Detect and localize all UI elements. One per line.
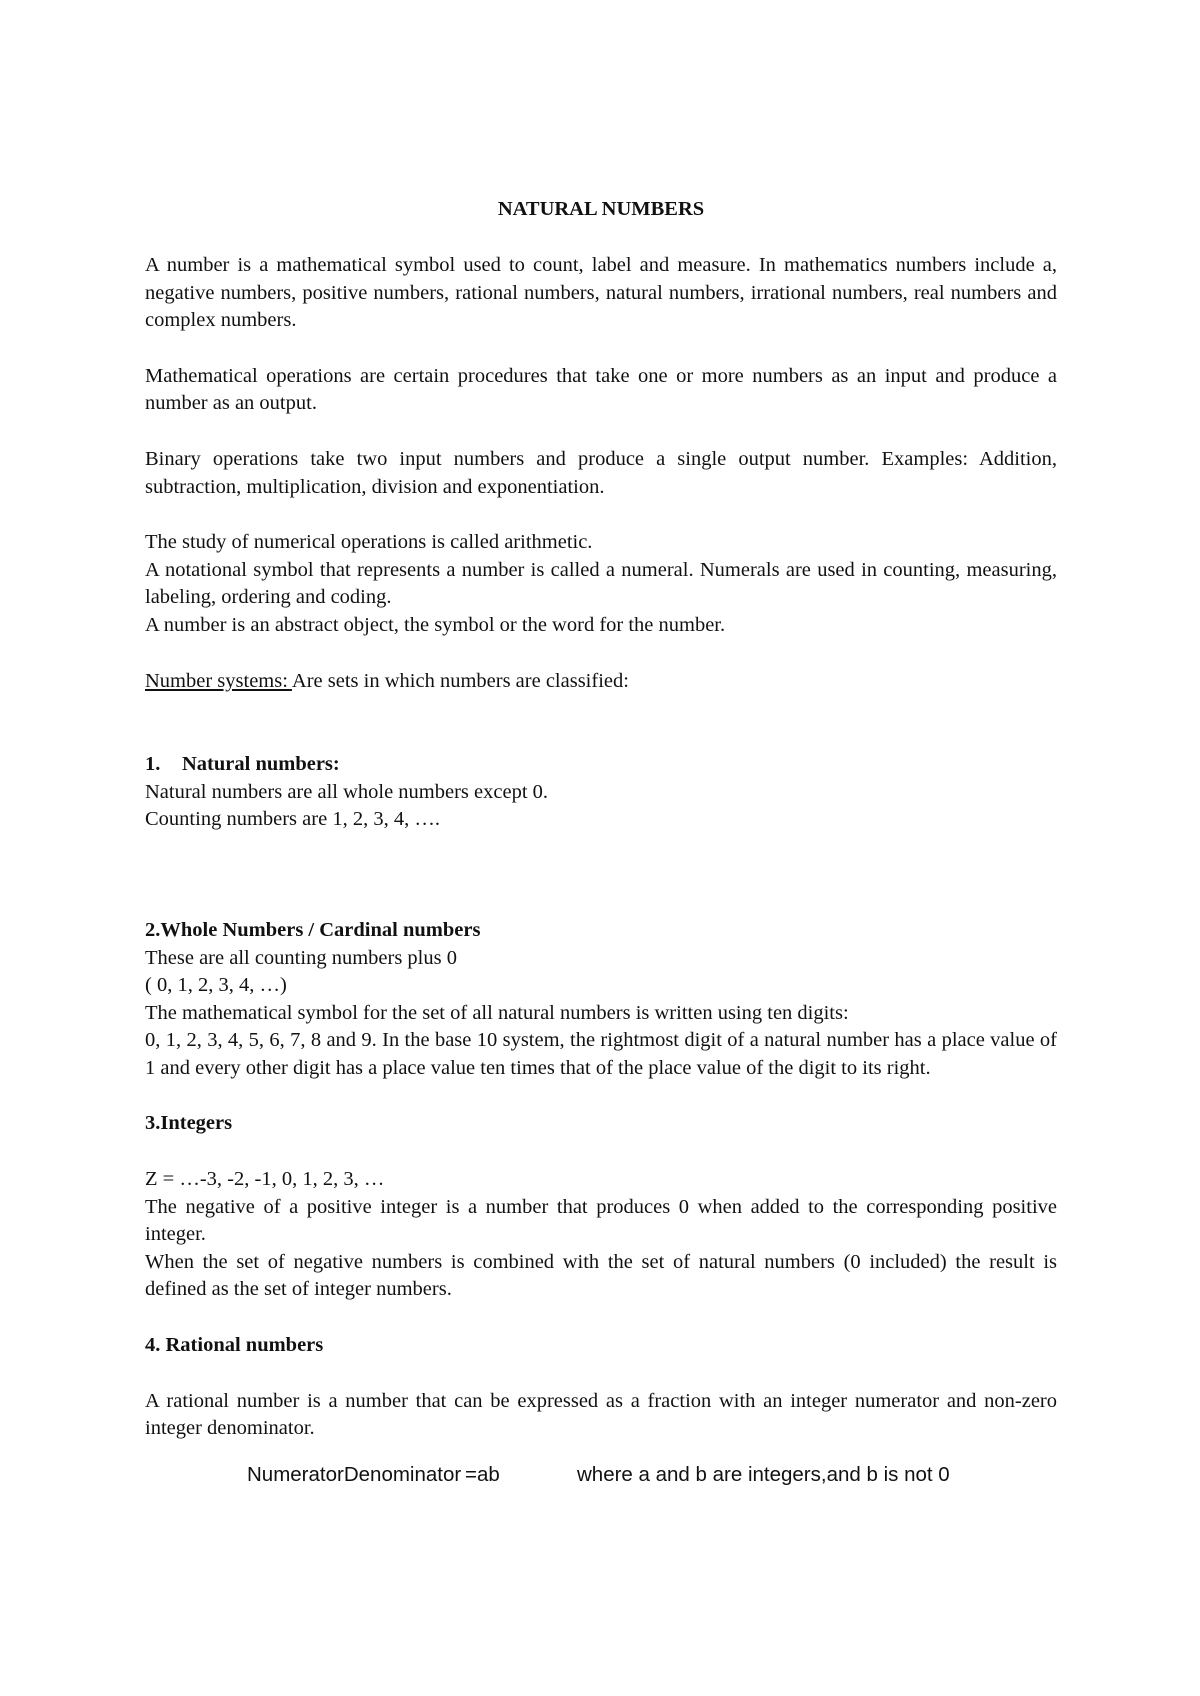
- natural-numbers-heading: [145, 751, 1057, 779]
- whole-numbers-symbol-line: The mathematical symbol for the set of all natural numbers is written using ten digits:: [145, 1001, 849, 1024]
- intro-paragraph-numeral: A notational symbol that represents a number is called a numeral. Numerals are used in counting, measuring, labeling, ordering and coding.: [145, 558, 1057, 609]
- natural-numbers-definition: Natural numbers are all whole numbers except 0.: [145, 780, 549, 803]
- whole-numbers-definition: These are all counting numbers plus 0: [145, 946, 457, 969]
- whole-numbers-heading: 2.Whole Numbers / Cardinal numbers: [145, 918, 481, 941]
- natural-numbers-heading-text: Natural numbers:: [182, 753, 340, 776]
- whole-numbers-set: ( 0, 1, 2, 3, 4, …): [145, 974, 287, 997]
- formula-condition: where a and b are integers,and b is not 0: [577, 1462, 950, 1486]
- counting-numbers-line: Counting numbers are 1, 2, 3, 4, ….: [145, 808, 440, 831]
- integers-combined-definition: When the set of negative numbers is combined with the set of natural numbers (0 included) the result is defined as the set of integer numbers.: [145, 1250, 1057, 1301]
- integers-heading: 3.Integers: [145, 1112, 233, 1135]
- intro-paragraph-binary-operations: Binary operations take two input numbers and produce a single output number. Examples: Addition, subtraction, multiplication, division and exponentiation.: [145, 447, 1057, 498]
- rational-numbers-definition: A rational number is a number that can be expressed as a fraction with an integer numerator and non-zero integer denominator.: [145, 1389, 1057, 1440]
- document-page: [145, 196, 1057, 1501]
- rational-numbers-heading: 4. Rational numbers: [145, 1334, 324, 1357]
- whole-numbers-place-value: 0, 1, 2, 3, 4, 5, 6, 7, 8 and 9. In the base 10 system, the rightmost digit of a natural number has a place value of 1 and every other digit has a place value ten times that of the place value of the digit to its right.: [145, 1029, 1057, 1079]
- integers-set: Z = …-3, -2, -1, 0, 1, 2, 3, …: [145, 1168, 385, 1191]
- number-systems-label: Number systems:: [145, 669, 292, 692]
- intro-paragraph-arithmetic: The study of numerical operations is called arithmetic.: [145, 531, 593, 554]
- natural-numbers-index: 1.: [145, 753, 161, 776]
- number-systems-text: Are sets in which numbers are classified:: [291, 669, 629, 692]
- number-systems-line: [145, 668, 1057, 696]
- formula-equals-ab: =ab: [465, 1462, 500, 1486]
- formula-numerator-denominator: NumeratorDenominator: [247, 1462, 462, 1486]
- integers-negative-definition: The negative of a positive integer is a number that produces 0 when added to the corresponding positive integer.: [145, 1195, 1057, 1246]
- rational-formula: [145, 1461, 1057, 1501]
- page-title: NATURAL NUMBERS: [497, 198, 705, 220]
- intro-paragraph-numbers: A number is a mathematical symbol used to count, label and measure. In mathematics numbers include a, negative numbers, positive numbers, rational numbers, natural numbers, irrational numbers, real numbers and complex numbers.: [145, 254, 1057, 332]
- intro-paragraph-abstract-object: A number is an abstract object, the symbol or the word for the number.: [145, 613, 726, 636]
- intro-paragraph-operations: Mathematical operations are certain procedures that take one or more numbers as an input and produce a number as an output.: [145, 364, 1057, 415]
